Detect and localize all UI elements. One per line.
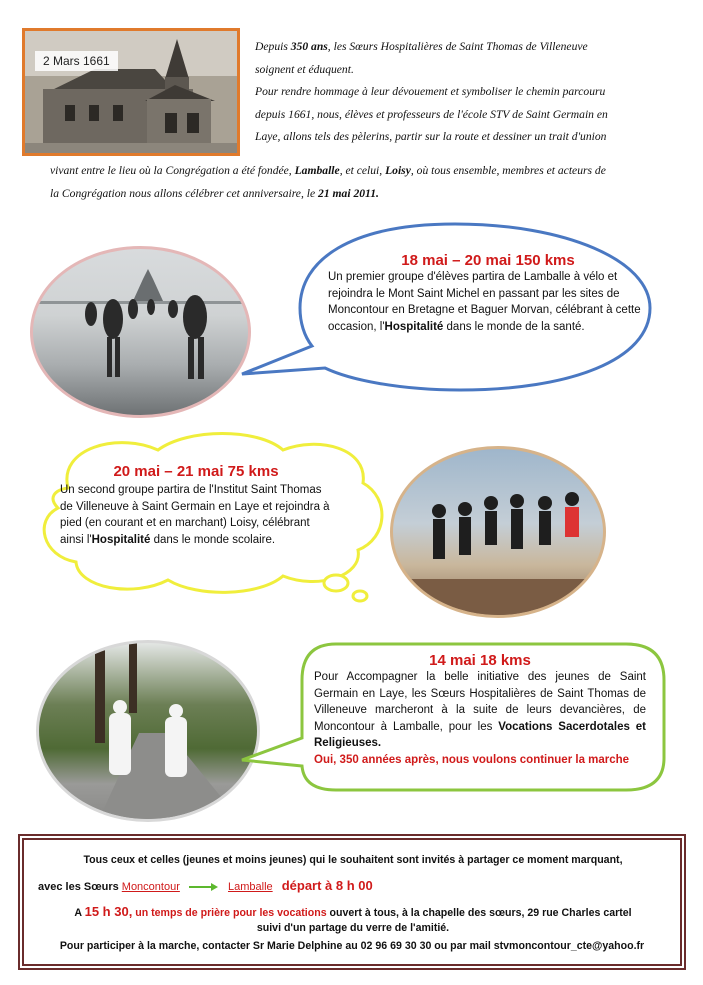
intro-line-4: depuis 1661, nous, élèves et professeurs de l'école STV de Saint Germain en	[255, 107, 608, 121]
jumping-illustration	[393, 449, 603, 615]
footer-line-5: Pour participer à la marche, contacter Sr Marie Delphine au 02 96 69 30 30 ou par mail stvmoncontour_cte@yahoo.fr	[59, 940, 645, 952]
sisters-illustration	[39, 643, 257, 819]
footer-line-3: A 15 h 30, un temps de prière pour les vocations ouvert à tous, à la chapelle des sœurs, 29 rue Charles cartel	[74, 904, 632, 919]
intro-line-2: soignent et éduquent.	[255, 62, 354, 76]
bubble-2-title: 20 mai – 21 mai 75 kms	[113, 463, 279, 480]
intro-line-5: Laye, allons tels des pèlerins, partir sur la route et dessiner un trait d'union	[255, 130, 607, 143]
intro-line-3: Pour rendre hommage à leur dévouement et symboliser le chemin parcouru	[255, 85, 606, 98]
footer-line-4: suivi d'un partage du verre de l'amitié.	[256, 922, 450, 934]
route-to: Lamballe	[228, 881, 273, 893]
intro-line-7: la Congrégation nous allons célébrer cet anniversaire, le 21 mai 2011.	[50, 186, 379, 200]
bubble-3-title: 14 mai 18 kms	[429, 652, 531, 669]
walkers-illustration	[33, 249, 248, 415]
departure-time: départ à 8 h 00	[281, 878, 373, 893]
route-from: Moncontour	[121, 881, 180, 893]
speech-bubble-3	[314, 652, 646, 768]
bubble-2-text: Un second groupe partira de l'Institut Saint Thomas de Villeneuve à Saint Germain en Laye et rejoindra à pied (en courant et en marchant) Loisy, célébrant ainsi l'Hospitalité dans le monde scolaire.	[60, 484, 330, 546]
footer-invitation-box	[18, 834, 686, 970]
building-illustration	[25, 31, 237, 153]
intro-paragraph-bottom	[50, 160, 654, 205]
bubble-1-title: 18 mai – 20 mai 150 kms	[401, 252, 575, 269]
photo-sisters-walking	[36, 640, 260, 822]
photo-jumping-group	[390, 446, 606, 618]
arrow-right-icon	[189, 882, 219, 892]
footer-line-1: Tous ceux et celles (jeunes et moins jeunes) qui le souhaitent sont invités à partager ce moment marquant,	[83, 854, 623, 866]
bubble-3-text: Pour Accompagner la belle initiative des jeunes de Saint Germain en Laye, les Sœurs Hospitalières de Saint Thomas de Villeneuve marcheront à la suite de leurs devancières, de Moncontour à Lamballe, pour les Vocations Sacerdotales et Religieuses.	[314, 671, 647, 749]
photo-mont-saint-michel-walkers	[30, 246, 251, 418]
intro-paragraph-top	[255, 36, 646, 149]
bubble-1-text: Un premier groupe d'élèves partira de Lamballe à vélo et rejoindra le Mont Saint Michel en passant par les sites de Moncontour en Bretagne et Baguer Morvan, célébrant à cette occasion, l'Hospitalité dans le monde de la santé.	[328, 271, 641, 333]
speech-bubble-2	[60, 463, 332, 548]
bubble-3-highlight: Oui, 350 années après, nous voulons continuer la marche	[314, 753, 630, 766]
intro-line-1: Depuis 350 ans, les Sœurs Hospitalières de Saint Thomas de Villeneuve	[255, 40, 588, 53]
speech-bubble-1	[328, 252, 648, 335]
footer-line-2: avec les Sœurs Moncontour Lamballe départ à 8 h 00	[38, 878, 373, 893]
historic-photo	[22, 28, 240, 156]
intro-line-6: vivant entre le lieu où la Congrégation a été fondée, Lamballe, et celui, Loisy, où tous ensemble, membres et acteurs de	[50, 164, 606, 177]
photo-date-caption: 2 Mars 1661	[35, 51, 118, 71]
